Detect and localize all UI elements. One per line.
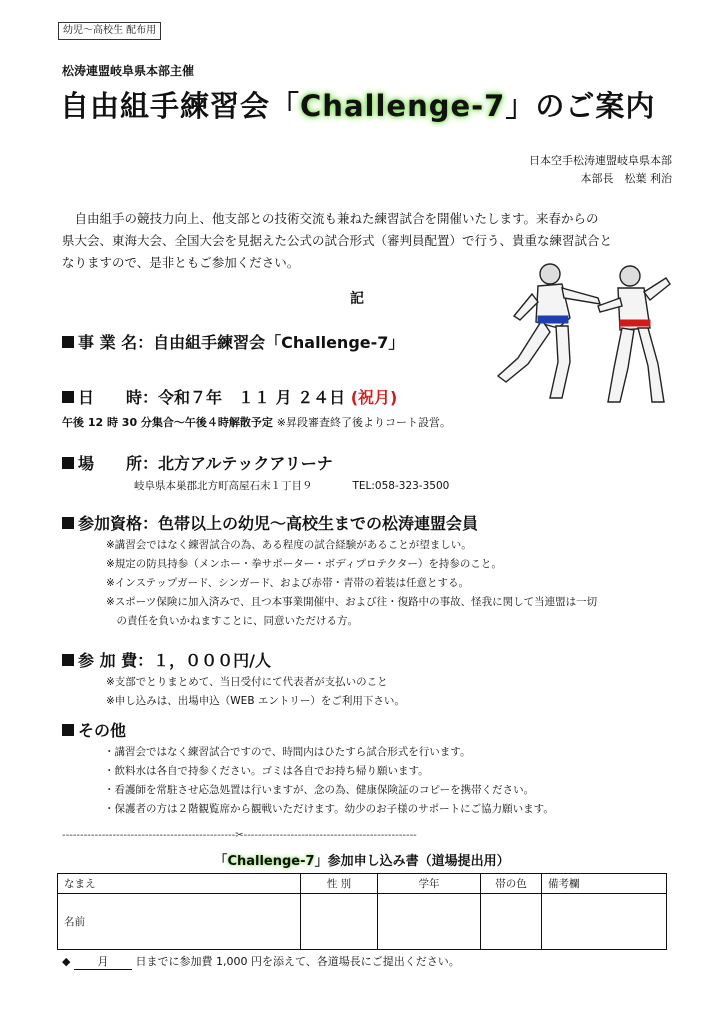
venue-value: 北方アルテックアリーナ bbox=[158, 454, 333, 473]
qualification-value: 色帯以上の幼児～高校生までの松涛連盟会員 bbox=[158, 514, 479, 533]
square-bullet-icon bbox=[62, 457, 74, 469]
fee-value: １，０００円/人 bbox=[153, 651, 272, 670]
qualification-notes bbox=[106, 536, 597, 631]
qualification-note: ※インステップガード、シンガード、および赤帯・青帯の着装は任意とする。 bbox=[106, 577, 470, 589]
qualification-note: ※講習会ではなく練習試合の為、ある程度の試合経験があることが望ましい。 bbox=[106, 539, 472, 551]
fee-note: ※申し込みは、出場申込（WEB エントリー）をご利用下さい。 bbox=[106, 695, 405, 707]
venue-label: 場 所： bbox=[78, 454, 159, 473]
diamond-bullet-icon: ◆ bbox=[62, 955, 71, 968]
header-gender: 性 別 bbox=[301, 874, 378, 894]
date-time-line bbox=[62, 414, 451, 430]
entry-name-cell[interactable]: 名前 bbox=[58, 894, 301, 950]
square-bullet-icon bbox=[62, 724, 74, 736]
ki-heading: 記 bbox=[350, 291, 364, 307]
event-name-section bbox=[62, 330, 404, 353]
form-entry-row bbox=[58, 894, 667, 950]
event-suffix: 」 bbox=[388, 333, 405, 352]
square-bullet-icon bbox=[62, 517, 74, 529]
event-label: 事 業 名： bbox=[78, 333, 154, 352]
sender-person: 本部長 松葉 利治 bbox=[580, 172, 672, 185]
form-title-highlight: Challenge-7 bbox=[227, 854, 315, 869]
header-belt: 帯の色 bbox=[481, 874, 542, 894]
form-title-suffix: 」参加申し込み書（道場提出用） bbox=[314, 854, 510, 869]
date-note: ※昇段審査終了後よりコート設営。 bbox=[276, 416, 451, 429]
qualification-note: ※スポーツ保険に加入済みで、且つ本事業開催中、および往・復路中の事故、怪我に関して当連盟は一切 bbox=[106, 596, 598, 608]
other-item: ・保護者の方は２階観覧席から観戦いただけます。幼少のお子様のサポートにご協力願います。 bbox=[104, 803, 554, 815]
entry-gender-cell[interactable] bbox=[301, 894, 378, 950]
footer-text: 日までに参加費 1,000 円を添えて、各道場長にご提出ください。 bbox=[135, 955, 460, 968]
form-title bbox=[0, 850, 724, 869]
distribution-badge: 幼児～高校生 配布用 bbox=[58, 22, 161, 40]
intro-line: 県大会、東海大会、全国大会を見据えた公式の試合形式（審判員配置）で行う、貴重な練習試合と bbox=[62, 233, 613, 248]
form-title-prefix: 「 bbox=[214, 854, 228, 869]
other-notes bbox=[104, 743, 554, 819]
date-value: 令和７年 １１ 月 ２４日 bbox=[158, 388, 351, 407]
sender-org: 日本空手松涛連盟岐阜県本部 bbox=[529, 154, 672, 167]
month-blank[interactable]: 月 bbox=[74, 953, 132, 970]
other-section bbox=[62, 718, 126, 741]
qualification-note: ※規定の防具持参（メンホー・拳サポーター・ボディプロテクター）を持参のこと。 bbox=[106, 558, 502, 570]
qualification-label: 参加資格： bbox=[78, 514, 159, 533]
square-bullet-icon bbox=[62, 654, 74, 666]
entry-belt-cell[interactable] bbox=[481, 894, 542, 950]
other-item: ・講習会ではなく練習試合ですので、時間内はひたすら試合形式を行います。 bbox=[104, 746, 471, 758]
title-suffix: 」のご案内 bbox=[505, 89, 656, 123]
event-value: 自由組手練習会「 bbox=[153, 333, 282, 352]
date-section bbox=[62, 385, 397, 408]
date-time: 午後 12 時 30 分集合～午後４時解散予定 bbox=[62, 416, 273, 429]
application-form-table bbox=[57, 873, 667, 950]
date-holiday: (祝月) bbox=[350, 388, 398, 407]
entry-remarks-cell[interactable] bbox=[542, 894, 667, 950]
qualification-note: の責任を負いかねますことに、同意いただける方。 bbox=[106, 615, 358, 627]
fee-label: 参 加 費： bbox=[78, 651, 154, 670]
square-bullet-icon bbox=[62, 391, 74, 403]
event-highlight: Challenge-7 bbox=[281, 333, 389, 352]
form-header-row bbox=[58, 874, 667, 894]
page-title bbox=[60, 84, 655, 125]
venue-tel: TEL:058-323-3500 bbox=[352, 480, 450, 492]
title-prefix: 自由組手練習会「 bbox=[60, 89, 301, 123]
venue-address: 岐阜県本巣郡北方町高屋石末１丁目９ bbox=[134, 480, 313, 492]
date-label: 日 時： bbox=[78, 388, 159, 407]
karate-fighters-illustration bbox=[458, 258, 682, 408]
host-organization: 松涛連盟岐阜県本部主催 bbox=[62, 64, 195, 78]
intro-line: 自由組手の競技力向上、他支部との技術交流も兼ねた練習試合を開催いたします。来春からの bbox=[74, 211, 599, 226]
square-bullet-icon bbox=[62, 336, 74, 348]
title-highlight: Challenge-7 bbox=[300, 89, 506, 123]
header-name: なまえ bbox=[58, 874, 301, 894]
fee-note: ※支部でとりまとめて、当日受付にて代表者が支払いのこと bbox=[106, 676, 388, 688]
header-remarks: 備考欄 bbox=[542, 874, 667, 894]
header-grade: 学年 bbox=[378, 874, 481, 894]
venue-address-line bbox=[134, 477, 449, 496]
other-item: ・飲料水は各自で持参ください。ゴミは各自でお持ち帰り願います。 bbox=[104, 765, 429, 777]
venue-section bbox=[62, 451, 333, 474]
entry-grade-cell[interactable] bbox=[378, 894, 481, 950]
cut-line: ------------------------------------------------✂------------------------------------------------ bbox=[62, 830, 417, 841]
fee-notes bbox=[106, 673, 405, 711]
qualification-section bbox=[62, 511, 478, 534]
fee-section bbox=[62, 648, 271, 671]
other-item: ・看護師を常駐させ応急処置は行いますが、念の為、健康保険証のコピーを携帯ください。 bbox=[104, 784, 535, 796]
footer-line bbox=[62, 953, 460, 970]
other-label: その他 bbox=[78, 721, 127, 740]
intro-line: なりますので、是非ともご参加ください。 bbox=[62, 255, 300, 270]
